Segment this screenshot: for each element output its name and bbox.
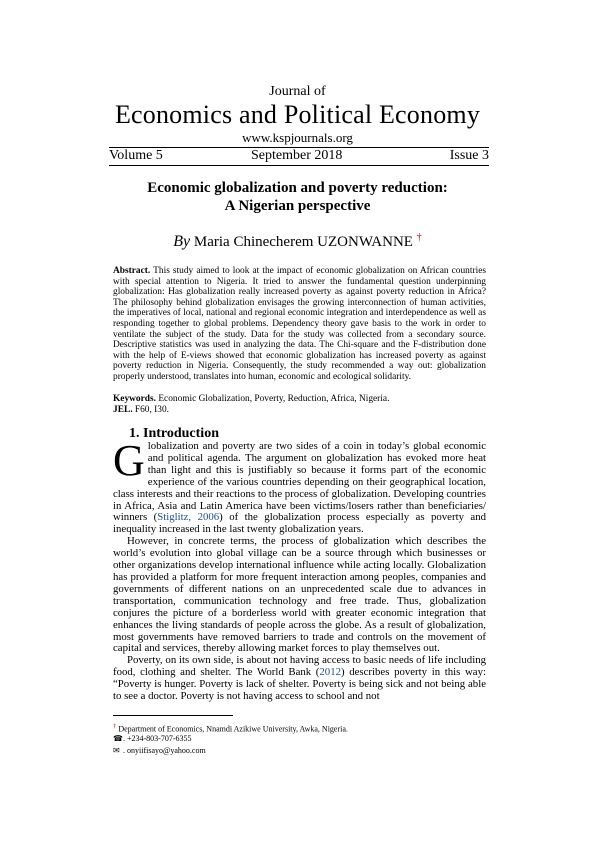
phone-icon: ☎ xyxy=(113,734,123,743)
paper-title-line-2: A Nigerian perspective xyxy=(224,198,371,214)
abstract-text: This study aimed to look at the impact of economic globalization on African countries with special attention to Nigeria. It tried to answer the fundamental question underpinning globalization: Has globalization really increased poverty as against poverty reduction in Africa? The philosophy behind globalization envisages the growing interconnection of human activities, the imperatives of local, national and regional economic integration and interdependence as well as responding together to global problems. Dependency theory gave basis to the work in order to ventilate the subject of the study. Data for the study was collected from a secondary source. Descriptive statistics was used in analyzing the data. The Chi-square and the F-distribution done with the help of E-views showed that economic globalization has increased poverty as against poverty reduction in Nigeria. Consequently, the study recommended a way out: globalization properly understood, translates into human, economic and ecological solidarity. xyxy=(113,266,487,382)
paragraph-2: However, in concrete terms, the process of globalization which describes the world’s evolution into global village can be a source through which businesses or other organizations develop international influence while acting locally. Globalization has provided a platform for more frequent interaction among peoples, companies and governments of different nations on an unprecedented scale due to advances in transportation, communication technology and free trade. Thus, globalization conjures the picture of a borderless world with greater economic integration that enhances the living standards of people across the globe. As a result of globalization, most governments have removed barriers to trade and controls on the movement of capital and services, thereby allowing market forces to play themselves out. xyxy=(113,535,486,655)
author-byline xyxy=(80,232,515,251)
issue-label: Issue 3 xyxy=(449,148,489,163)
jel-codes xyxy=(113,405,486,416)
abstract xyxy=(113,266,486,383)
jel-text: F60, I30. xyxy=(134,405,170,415)
abstract-label: Abstract. xyxy=(113,266,151,276)
by-label: By xyxy=(173,233,191,250)
paragraph-1: Globalization and poverty are two sides of a coin in today’s global economic and political agenda. The argument on globalization has evoked more heat than light and this is justifiably so because it forms part of the economic experience of the various countries depending on their geographical location, class interests and their reactions to the process of globalization. Developing countries in Africa, Asia and Latin America have been victims/losers rather than beneficiaries/ winners (Stiglitz, 2006) of the globalization process especially as poverty and inequality increased in the last twenty globalization years. xyxy=(113,436,486,536)
volume-label: Volume 5 xyxy=(109,148,163,163)
drop-cap: G xyxy=(113,436,145,485)
citation-link[interactable]: 2012 xyxy=(319,666,341,679)
keywords xyxy=(113,394,486,405)
introduction-body xyxy=(113,436,486,703)
volume-bar xyxy=(109,147,489,166)
paper-title xyxy=(80,179,515,215)
keywords-text: Economic Globalization, Poverty, Reduction, Africa, Nigeria. xyxy=(158,394,390,404)
footnote-phone: ☎. +234-803-707-6355 xyxy=(113,734,192,743)
paragraph-3: Poverty, on its own side, is about not having access to basic needs of life including food, clothing and shelter. The World Bank (2012) describes poverty in this way: “Poverty is hunger. Poverty is lack of shelter. Poverty is being sick and not being able to see a doctor. Poverty is not having access to school and not xyxy=(113,654,486,703)
footnote-email: ✉ . onyiifisayo@yahoo.com xyxy=(113,746,206,755)
author-footnote-mark: † xyxy=(416,232,422,243)
jel-label: JEL. xyxy=(113,405,133,415)
keywords-label: Keywords. xyxy=(113,394,156,404)
issue-date: September 2018 xyxy=(251,148,343,163)
author-name: Maria Chinecherem UZONWANNE xyxy=(193,234,413,250)
citation-link[interactable]: Stiglitz, 2006 xyxy=(157,511,220,524)
footnote-mark: † xyxy=(113,723,117,730)
section-heading-introduction: 1. Introduction xyxy=(129,426,219,441)
footnote-divider xyxy=(113,715,233,716)
journal-title: Economics and Political Economy xyxy=(114,100,481,129)
journal-url: www.kspjournals.org xyxy=(242,130,353,145)
footnote-affiliation: † Department of Economics, Nnamdi Azikiwe University, Awka, Nigeria. xyxy=(113,723,348,734)
paper-title-line-1: Economic globalization and poverty reduction: xyxy=(147,180,448,196)
journal-of-label: Journal of xyxy=(269,84,326,99)
envelope-icon: ✉ xyxy=(113,746,120,755)
